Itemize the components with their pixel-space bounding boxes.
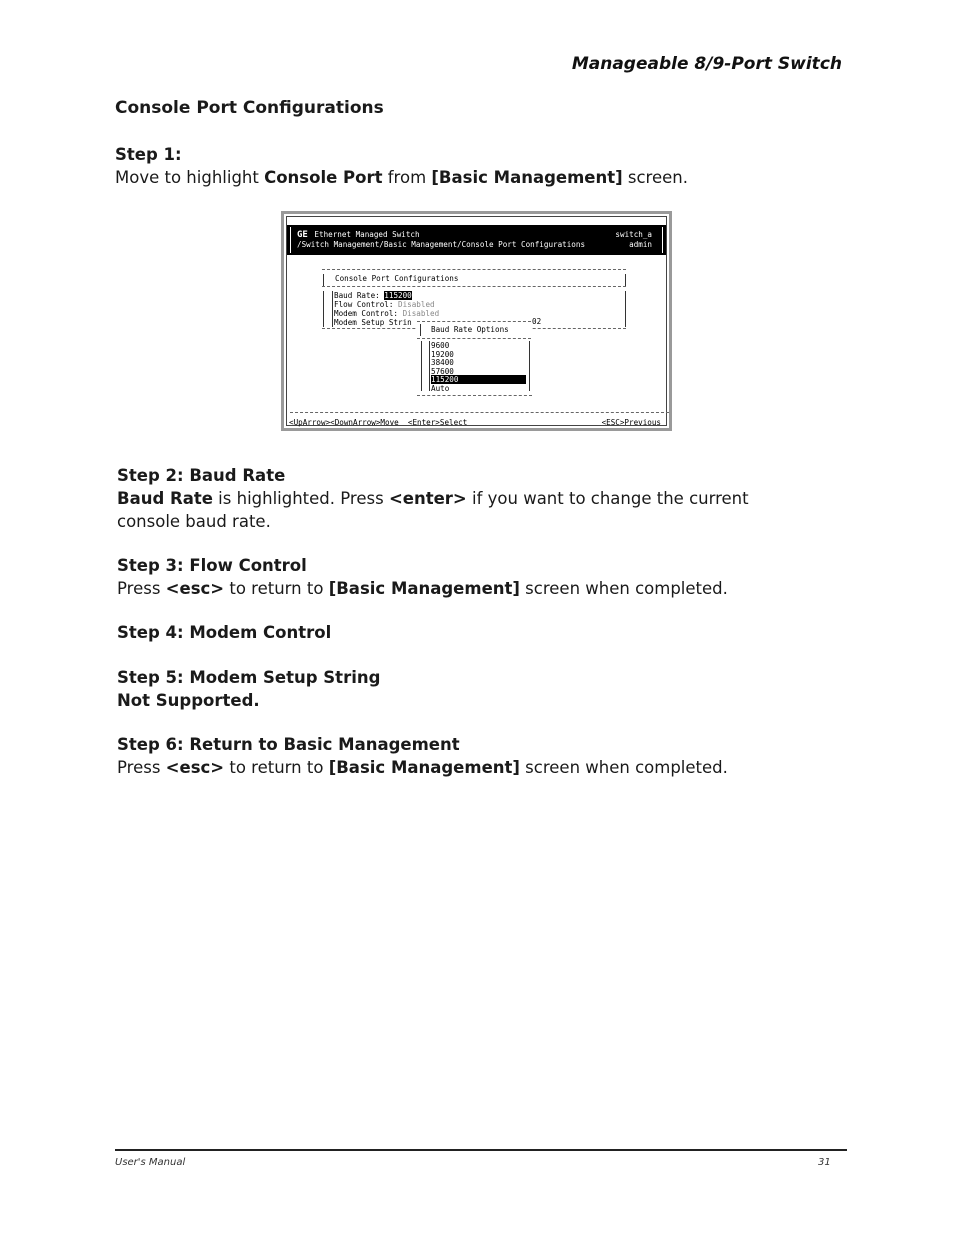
terminal-brand: GE [297,230,308,240]
terminal-path: /Switch Management/Basic Management/Console Port Configurations [297,240,586,249]
running-header: Manageable 8/9-Port Switch [571,54,842,74]
terminal-title-bar [287,225,666,255]
step-1-title: Step 1: [115,145,182,164]
terminal-esc-previous: <ESC>Previous [601,418,661,427]
step-6 [117,733,728,779]
baud-rate-field[interactable]: Baud Rate: 115200 [334,291,412,300]
baud-option-57600[interactable]: 57600 [431,366,454,376]
page-number: 31 [818,1157,831,1168]
flow-control-value: Disabled [398,300,435,309]
baud-option-38400[interactable]: 38400 [431,358,454,367]
step-2 [117,464,749,533]
baud-option-auto[interactable]: Auto [431,383,450,393]
baud-option-9600[interactable]: 9600 [431,341,450,350]
baud-option-19200[interactable]: 19200 [431,349,454,359]
terminal-title: Ethernet Managed Switch [314,230,420,239]
step-2-text-cont: console baud rate. [117,512,271,531]
flow-control-field[interactable]: Flow Control: Disabled [334,300,435,309]
baud-option-115200-selected[interactable]: 115200 [431,375,526,384]
modem-setup-suffix: 02 [532,317,542,326]
modem-control-field[interactable]: Modem Control: Disabled [334,309,440,318]
modem-setup-field[interactable]: Modem Setup Strin [334,318,412,327]
step-2-text: Baud Rate is highlighted. Press <enter> if you want to change the current [117,489,749,508]
modem-control-value: Disabled [402,309,440,318]
section-title: Console Port Configurations [115,98,384,118]
baud-options-title: Baud Rate Options [431,325,509,334]
step-2-title: Step 2: Baud Rate [117,466,286,485]
step-5-title: Step 5: Modem Setup String [117,668,381,687]
step-4 [117,621,331,644]
terminal-key-help: <UpArrow><DownArrow>Move <Enter>Select [289,418,468,427]
terminal-screenshot [281,211,672,431]
step-3-title: Step 3: Flow Control [117,556,307,575]
terminal-hostname: switch_a [615,230,652,239]
config-panel-title: Console Port Configurations [335,274,459,283]
step-5 [117,666,380,712]
baud-rate-value: 115200 [384,291,412,300]
step-6-title: Step 6: Return to Basic Management [117,735,460,754]
step-5-note: Not Supported. [117,691,260,710]
step-3 [117,554,728,600]
step-1 [115,143,688,189]
footer-rule [115,1149,847,1151]
terminal-user: admin [629,240,652,249]
step-6-text: Press <esc> to return to [Basic Management] screen when completed. [117,758,728,777]
step-4-title: Step 4: Modem Control [117,623,332,642]
footer-manual-label: User's Manual [115,1157,186,1168]
step-3-text: Press <esc> to return to [Basic Management] screen when completed. [117,579,728,598]
step-1-text: Move to highlight Console Port from [Basic Management] screen. [115,168,688,187]
